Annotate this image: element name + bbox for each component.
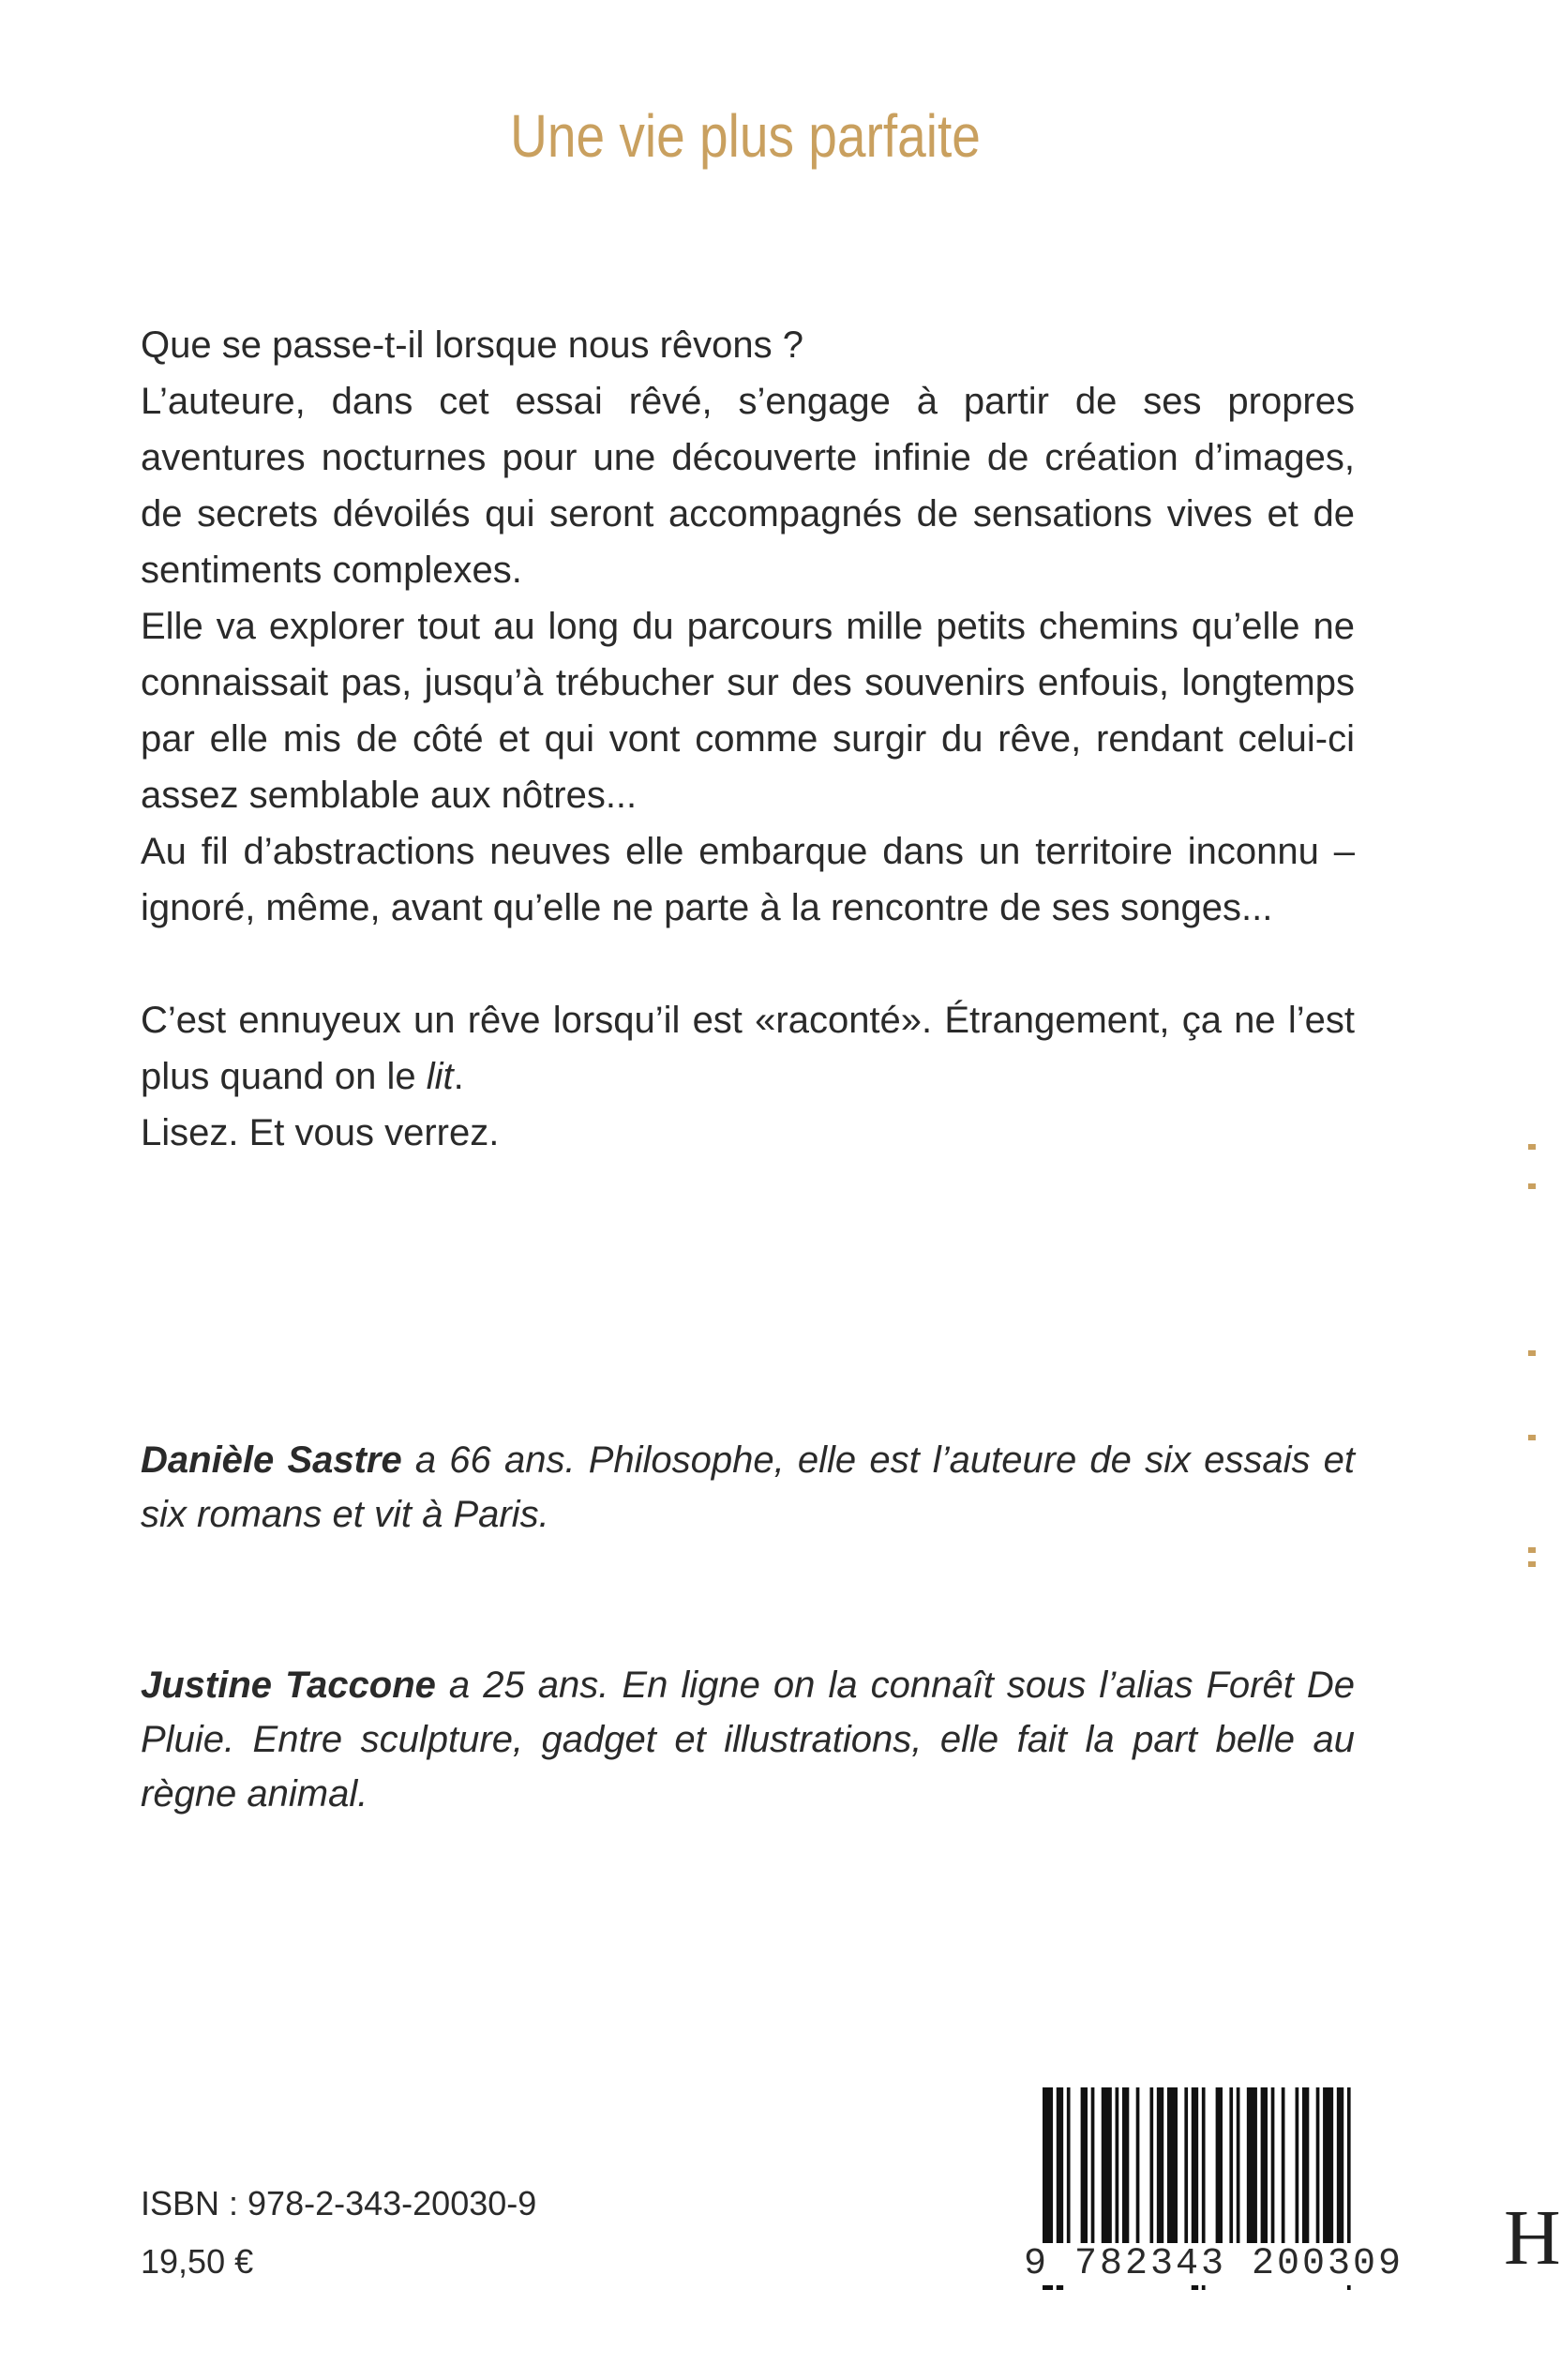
book-title: Une vie plus parfaite xyxy=(510,102,981,170)
barcode-bar xyxy=(1229,2087,1233,2247)
blurb-paragraph: Lisez. Et vous verrez. xyxy=(141,1112,500,1153)
barcode-bar xyxy=(1184,2087,1188,2247)
back-cover-blurb xyxy=(141,317,1355,1161)
isbn: ISBN : 978-2-343-20030-9 xyxy=(141,2184,537,2222)
author-bio xyxy=(141,1433,1355,1542)
blurb-text: C’est ennuyeux un rêve lorsqu’il est «raconté». Étrangement, ça ne l’est plus quand on le xyxy=(141,1000,1355,1097)
blurb-italic-word: lit xyxy=(426,1056,454,1097)
barcode-bar xyxy=(1157,2087,1163,2247)
barcode-digits: 9 782343 200309 xyxy=(1024,2243,1404,2285)
barcode-bar xyxy=(1081,2087,1088,2247)
illustrator-bio xyxy=(141,1658,1355,1821)
barcode-bar xyxy=(1122,2087,1129,2247)
barcode-bar xyxy=(1116,2087,1119,2247)
barcode-bar xyxy=(1216,2087,1223,2247)
blurb-paragraph: Au fil d’abstractions neuves elle embarque dans un territoire inconnu – ignoré, même, avant qu’elle ne parte à la rencontre de ses songes... xyxy=(141,831,1355,928)
barcode-bar xyxy=(1296,2087,1299,2247)
blurb-paragraph: L’auteure, dans cet essai rêvé, s’engage à partir de ses propres aventures nocturnes pour une découverte infinie de création d’images, de secrets dévoilés qui seront accompagnés de sensations vives et de sentiments complexes. xyxy=(141,381,1355,591)
barcode-bar xyxy=(1091,2087,1095,2247)
barcode-bar xyxy=(1271,2087,1275,2247)
spine-mark xyxy=(1528,1561,1536,1567)
illustrator-name: Justine Taccone xyxy=(141,1664,436,1706)
spine-mark xyxy=(1528,1547,1536,1553)
price: 19,50 € xyxy=(141,2242,254,2281)
author-name: Danièle Sastre xyxy=(141,1439,402,1481)
blurb-paragraph: Elle va explorer tout au long du parcours mille petits chemins qu’elle ne connaissait pas, jusqu’à trébucher sur des souvenirs enfouis, longtemps par elle mis de côté et qui vont comme surgir du rêve, rendant celui-ci assez semblable aux nôtres... xyxy=(141,606,1355,816)
barcode-bar xyxy=(1149,2087,1153,2247)
barcode-bar xyxy=(1316,2087,1320,2247)
barcode-bar xyxy=(1102,2087,1112,2247)
barcode-bar xyxy=(1337,2087,1343,2247)
spine-mark xyxy=(1528,1350,1536,1356)
barcode-bar xyxy=(1237,2087,1240,2247)
author-bio-text: a 66 ans. Philosophe, elle est l’auteure de six essais et six romans et vit à Paris. xyxy=(141,1439,1356,1535)
barcode-bar xyxy=(1302,2087,1309,2247)
barcode-bar xyxy=(1067,2087,1071,2247)
spine-mark xyxy=(1528,1183,1536,1189)
spine-mark xyxy=(1528,1435,1536,1440)
blurb-paragraph xyxy=(141,992,1355,1105)
barcode-bar xyxy=(1323,2087,1333,2247)
illustrator-bio-text: a 25 ans. En ligne on la connaît sous l’alias Forêt De Pluie. Entre sculpture, gadget et illustrations, elle fait la part belle au règne animal. xyxy=(141,1664,1356,1815)
spine-mark xyxy=(1528,1144,1536,1150)
barcode-bar xyxy=(1136,2087,1140,2247)
blurb-text: . xyxy=(453,1056,464,1097)
blurb-paragraph: Que se passe-t-il lorsque nous rêvons ? xyxy=(141,324,804,366)
publisher-logo-edge: H xyxy=(1504,2194,1561,2282)
barcode-bar xyxy=(1282,2087,1285,2247)
barcode-bar xyxy=(1167,2087,1178,2247)
barcode-bar xyxy=(1261,2087,1268,2247)
barcode-bar xyxy=(1247,2087,1257,2247)
